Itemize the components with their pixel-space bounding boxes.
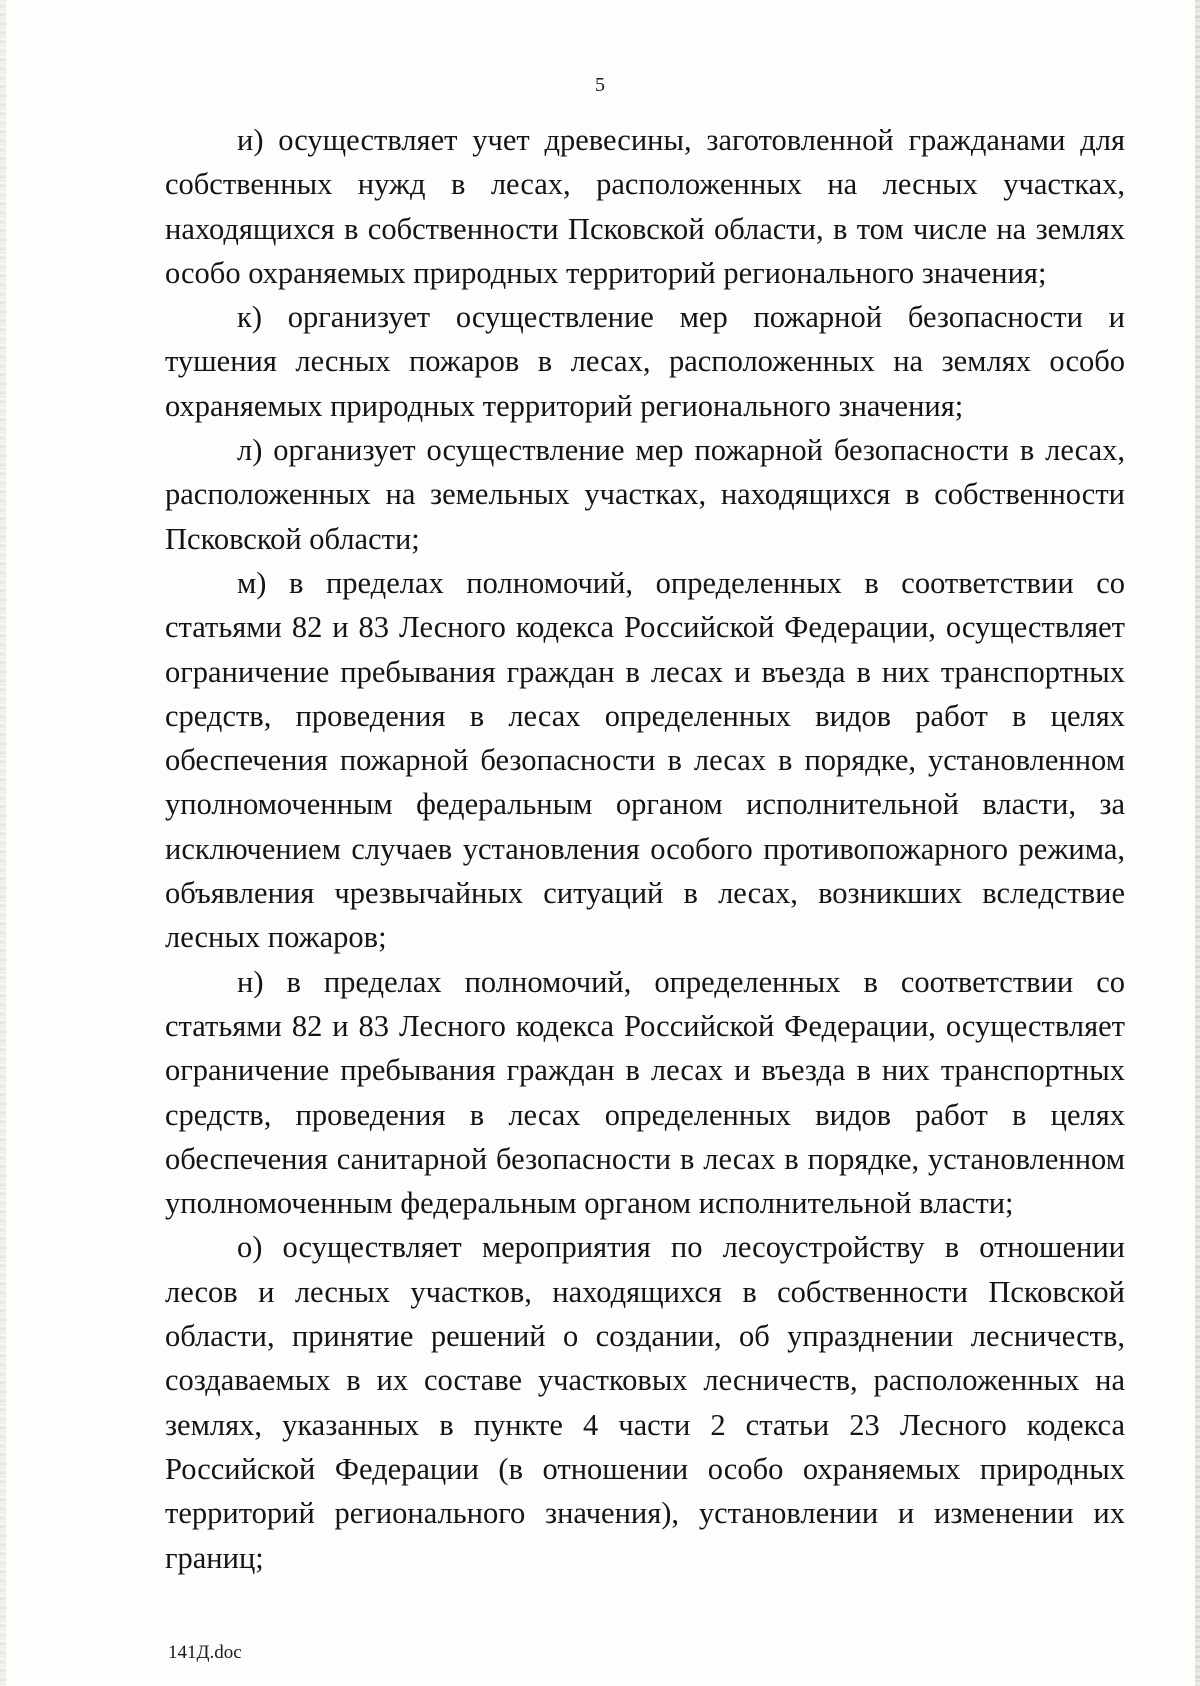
scan-edge-left	[0, 0, 6, 1686]
paragraph-i: и) осуществляет учет древесины, заготовленной гражданами для собственных нужд в лесах, расположенных на лесных участках, находящихся в собственности Псковской области, в том числе на землях особо охраняемых природных территорий регионального значения;	[165, 123, 1125, 290]
scan-edge-right	[1195, 0, 1200, 1686]
document-body	[165, 118, 1125, 1580]
footer-filename: 141Д.doc	[168, 1642, 242, 1663]
page-number: 5	[595, 74, 605, 96]
paragraph-o: о) осуществляет мероприятия по лесоустройству в отношении лесов и лесных участков, находящихся в собственности Псковской области, принятие решений о создании, об упразднении лесничеств, создаваемых в их составе участковых лесничеств, расположенных на землях, указанных в пункте 4 части 2 статьи 23 Лесного кодекса Российской Федерации (в отношении особо охраняемых природных территорий регионального значения), установлении и изменении их границ;	[165, 1230, 1125, 1575]
paragraph-l: л) организует осуществление мер пожарной безопасности в лесах, расположенных на земельных участках, находящихся в собственности Псковской области;	[165, 433, 1125, 556]
paragraph-n: н) в пределах полномочий, определенных в соответствии со статьями 82 и 83 Лесного кодекса Российской Федерации, осуществляет ограничение пребывания граждан в лесах и въезда в них транспортных средств, проведения в лесах определенных видов работ в целях обеспечения санитарной безопасности в лесах в порядке, установленном уполномоченным федеральным органом исполнительной власти;	[165, 964, 1125, 1221]
paragraph-m: м) в пределах полномочий, определенных в соответствии со статьями 82 и 83 Лесного кодекса Российской Федерации, осуществляет ограничение пребывания граждан в лесах и въезда в них транспортных средств, проведения в лесах определенных видов работ в целях обеспечения пожарной безопасности в лесах в порядке, установленном уполномоченным федеральным органом исполнительной власти, за исключением случаев установления особого противопожарного режима, объявления чрезвычайных ситуаций в лесах, возникших вследствие лесных пожаров;	[165, 565, 1125, 955]
paragraph-k: к) организует осуществление мер пожарной безопасности и тушения лесных пожаров в лесах, расположенных на землях особо охраняемых природных территорий регионального значения;	[165, 300, 1125, 423]
